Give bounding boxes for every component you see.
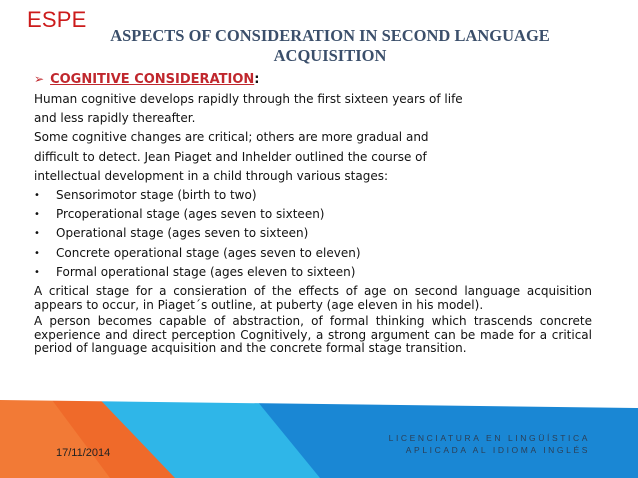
slide-body bbox=[34, 90, 592, 356]
arrow-bullet-icon: ➢ bbox=[34, 72, 45, 86]
slide-title-line1: ASPECTS OF CONSIDERATION IN SECOND LANGUAGE bbox=[110, 26, 550, 45]
list-item bbox=[34, 186, 592, 205]
list-item bbox=[34, 263, 592, 282]
stage-text: Concrete operational stage (ages seven to eleven) bbox=[56, 245, 361, 260]
footer-date: 17/11/2014 bbox=[56, 447, 111, 459]
slide-title-line2: ACQUISITION bbox=[273, 46, 387, 65]
section-heading-text: COGNITIVE CONSIDERATION bbox=[50, 72, 255, 87]
body-line: Human cognitive develops rapidly through the first sixteen years of life bbox=[34, 92, 463, 106]
footer-program-line2: APLICADA AL IDIOMA INGLÉS bbox=[405, 445, 590, 455]
bullet-icon: • bbox=[34, 209, 40, 221]
bullet-icon: • bbox=[34, 228, 40, 240]
body-line: intellectual development in a child through various stages: bbox=[34, 168, 388, 183]
list-item bbox=[34, 244, 592, 263]
stage-text: Formal operational stage (ages eleven to sixteen) bbox=[56, 264, 356, 279]
body-line: Some cognitive changes are critical; others are more gradual and bbox=[34, 130, 429, 145]
stage-text: Prcoperational stage (ages seven to sixteen) bbox=[56, 207, 325, 222]
bullet-icon: • bbox=[34, 247, 40, 259]
bullet-icon: • bbox=[34, 266, 40, 278]
footer-program bbox=[389, 432, 590, 456]
abstraction-paragraph: A person becomes capable of abstraction, of formal thinking which trascends concrete experience and direct perception Cognitively, a strong argument can be made for a critical period of language acquisition and the concrete formal stage transition. bbox=[34, 314, 592, 356]
slide-title bbox=[80, 26, 580, 66]
section-heading-colon: : bbox=[254, 72, 260, 87]
body-line: difficult to detect. Jean Piaget and Inhelder outlined the course of bbox=[34, 149, 427, 164]
bullet-icon: • bbox=[34, 190, 40, 202]
list-item bbox=[34, 205, 592, 224]
espe-logo: ESPE bbox=[27, 7, 87, 32]
stage-text: Operational stage (ages seven to sixteen) bbox=[56, 226, 309, 241]
critical-stage-paragraph: A critical stage for a consieration of the effects of age on second language acquisition appears to occur, in Piaget´s outline, at puberty (age eleven in his model). bbox=[34, 284, 592, 312]
list-item bbox=[34, 224, 592, 243]
footer-program-line1: LICENCIATURA EN LINGÜÍSTICA bbox=[388, 433, 590, 443]
stages-list bbox=[34, 186, 592, 282]
stage-text: Sensorimotor stage (birth to two) bbox=[56, 188, 257, 203]
section-heading bbox=[34, 70, 259, 89]
body-line: and less rapidly thereafter. bbox=[34, 111, 196, 126]
